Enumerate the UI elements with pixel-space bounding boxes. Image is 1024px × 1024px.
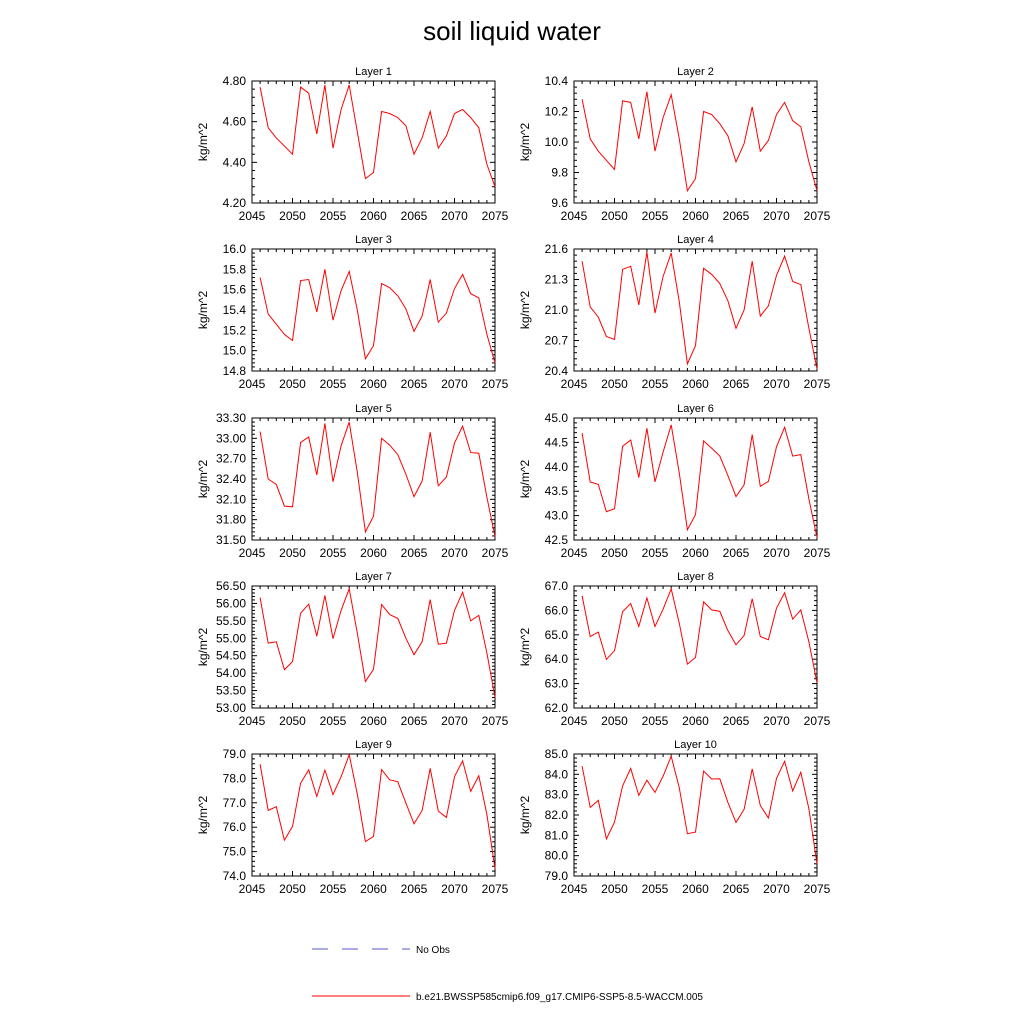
legend-obs-label: No Obs	[416, 945, 450, 956]
y-tick-label: 75.0	[222, 844, 246, 859]
y-tick-label: 15.8	[222, 262, 246, 277]
y-tick-label: 44.0	[544, 459, 568, 474]
y-tick-label: 21.0	[544, 303, 568, 317]
x-tick-label: 2065	[400, 377, 428, 391]
y-tick-label: 4.20	[222, 196, 246, 210]
x-tick-label: 2050	[279, 377, 306, 391]
y-tick-label: 56.00	[215, 596, 246, 611]
x-tick-label: 2055	[319, 882, 347, 896]
plot-frame	[574, 586, 817, 708]
x-tick-label: 2055	[641, 714, 669, 728]
y-tick-label: 32.40	[215, 472, 246, 486]
y-axis-label: kg/m^2	[196, 290, 210, 330]
y-tick-label: 53.00	[215, 701, 246, 715]
y-tick-label: 20.4	[544, 364, 568, 378]
x-tick-label: 2065	[400, 714, 428, 728]
x-tick-label: 2055	[319, 377, 347, 391]
y-tick-label: 64.0	[544, 652, 568, 667]
legend	[312, 945, 703, 1003]
x-tick-label: 2075	[803, 714, 831, 728]
x-tick-label: 2050	[279, 882, 306, 896]
chart-panel-3	[196, 234, 509, 391]
series-line-1	[582, 756, 817, 864]
x-tick-label: 2065	[722, 377, 750, 391]
panel-grid	[196, 66, 831, 896]
y-tick-label: 79.0	[222, 747, 246, 761]
x-tick-label: 2045	[560, 546, 588, 560]
x-tick-label: 2045	[238, 882, 266, 896]
series-line-1	[582, 589, 817, 683]
x-tick-label: 2050	[601, 882, 628, 896]
chart-panel-2	[518, 66, 831, 223]
series-line-1	[260, 755, 495, 869]
plot-frame	[574, 81, 817, 203]
chart-panel-10	[518, 739, 831, 896]
legend-model-label: b.e21.BWSSP585cmip6.f09_g17.CMIP6-SSP5-8.5-WACCM.005	[416, 992, 703, 1003]
panel-title: Layer 8	[677, 571, 714, 583]
x-tick-label: 2050	[601, 714, 628, 728]
x-tick-label: 2045	[238, 546, 266, 560]
series-line-1	[260, 422, 495, 537]
x-tick-label: 2050	[279, 209, 306, 223]
x-tick-label: 2070	[441, 209, 468, 223]
x-tick-label: 2075	[481, 546, 509, 560]
x-tick-label: 2045	[560, 209, 588, 223]
series-line-1	[260, 269, 495, 363]
x-tick-label: 2060	[360, 209, 387, 223]
y-tick-label: 4.60	[222, 114, 246, 129]
y-tick-label: 10.2	[544, 104, 568, 119]
x-tick-label: 2065	[400, 209, 428, 223]
panel-title: Layer 5	[355, 403, 392, 415]
y-tick-label: 54.50	[215, 648, 246, 663]
y-tick-label: 53.50	[215, 683, 246, 698]
x-tick-label: 2050	[601, 209, 628, 223]
y-tick-label: 45.0	[544, 411, 568, 425]
x-tick-label: 2045	[238, 209, 266, 223]
x-tick-label: 2060	[360, 882, 387, 896]
y-tick-label: 55.50	[215, 613, 246, 628]
x-tick-label: 2055	[641, 209, 669, 223]
y-tick-label: 54.00	[215, 666, 246, 681]
x-tick-label: 2065	[400, 882, 428, 896]
x-tick-label: 2065	[722, 546, 750, 560]
x-tick-label: 2065	[722, 882, 750, 896]
y-tick-label: 67.0	[544, 579, 568, 593]
x-tick-label: 2045	[560, 714, 588, 728]
series-line-1	[260, 85, 495, 187]
x-tick-label: 2060	[682, 377, 709, 391]
x-tick-label: 2060	[682, 882, 709, 896]
figure-title: soil liquid water	[423, 16, 601, 46]
y-tick-label: 66.0	[544, 603, 568, 618]
x-tick-label: 2075	[803, 882, 831, 896]
y-tick-label: 78.0	[222, 771, 246, 786]
x-tick-label: 2075	[803, 377, 831, 391]
y-tick-label: 82.0	[544, 808, 568, 822]
y-tick-label: 33.30	[215, 411, 246, 425]
y-tick-label: 21.6	[544, 242, 568, 256]
chart-panel-5	[196, 403, 509, 560]
x-tick-label: 2055	[641, 546, 669, 560]
x-tick-label: 2045	[560, 377, 588, 391]
x-tick-label: 2060	[682, 714, 709, 728]
x-tick-label: 2070	[763, 714, 790, 728]
x-tick-label: 2075	[481, 882, 509, 896]
y-axis-label: kg/m^2	[518, 627, 532, 667]
y-tick-label: 15.0	[222, 343, 246, 358]
y-tick-label: 32.70	[215, 451, 246, 466]
x-tick-label: 2060	[360, 714, 387, 728]
chart-panel-4	[518, 234, 831, 391]
panel-title: Layer 4	[677, 234, 714, 246]
plot-frame	[252, 754, 495, 876]
x-tick-label: 2065	[400, 546, 428, 560]
y-axis-label: kg/m^2	[518, 122, 532, 162]
panel-title: Layer 6	[677, 403, 714, 415]
y-tick-label: 9.6	[551, 196, 568, 210]
y-tick-label: 76.0	[222, 820, 246, 835]
y-tick-label: 42.5	[544, 533, 568, 547]
chart-panel-7	[196, 571, 509, 728]
x-tick-label: 2055	[319, 714, 347, 728]
x-tick-label: 2060	[682, 209, 709, 223]
x-tick-label: 2055	[641, 882, 669, 896]
y-tick-label: 15.4	[222, 303, 246, 317]
x-tick-label: 2045	[238, 377, 266, 391]
x-tick-label: 2045	[560, 882, 588, 896]
panel-title: Layer 2	[677, 66, 714, 78]
y-tick-label: 33.00	[215, 431, 246, 446]
y-tick-label: 21.3	[544, 272, 568, 287]
y-tick-label: 80.0	[544, 848, 568, 863]
y-tick-label: 63.0	[544, 676, 568, 691]
x-tick-label: 2050	[279, 714, 306, 728]
y-tick-label: 32.10	[215, 492, 246, 507]
x-tick-label: 2070	[441, 882, 468, 896]
y-tick-label: 15.6	[222, 282, 246, 297]
panel-title: Layer 1	[355, 66, 392, 78]
x-tick-label: 2070	[763, 882, 790, 896]
x-tick-label: 2055	[319, 209, 347, 223]
y-tick-label: 14.8	[222, 364, 246, 378]
series-line-1	[582, 252, 817, 369]
y-tick-label: 83.0	[544, 787, 568, 802]
y-tick-label: 9.8	[551, 165, 568, 180]
x-tick-label: 2060	[682, 546, 709, 560]
y-tick-label: 62.0	[544, 701, 568, 715]
plot-frame	[574, 249, 817, 371]
y-tick-label: 20.7	[544, 333, 568, 348]
y-tick-label: 16.0	[222, 242, 246, 256]
plot-frame	[252, 586, 495, 708]
y-tick-label: 77.0	[222, 795, 246, 810]
x-tick-label: 2050	[279, 546, 306, 560]
chart-panel-9	[196, 739, 509, 896]
y-tick-label: 31.50	[215, 533, 246, 547]
x-tick-label: 2050	[601, 546, 628, 560]
x-tick-label: 2075	[803, 546, 831, 560]
y-axis-label: kg/m^2	[196, 795, 210, 835]
y-tick-label: 44.5	[544, 435, 568, 450]
panel-title: Layer 9	[355, 739, 392, 751]
y-tick-label: 10.4	[544, 74, 568, 88]
y-tick-label: 74.0	[222, 869, 246, 883]
y-tick-label: 84.0	[544, 767, 568, 782]
plot-frame	[252, 418, 495, 540]
x-tick-label: 2075	[481, 377, 509, 391]
y-tick-label: 43.0	[544, 508, 568, 523]
plot-frame	[574, 754, 817, 876]
panel-title: Layer 3	[355, 234, 392, 246]
x-tick-label: 2055	[641, 377, 669, 391]
y-tick-label: 79.0	[544, 869, 568, 883]
y-axis-label: kg/m^2	[518, 290, 532, 330]
x-tick-label: 2070	[763, 546, 790, 560]
chart-panel-6	[518, 403, 831, 560]
x-tick-label: 2075	[481, 209, 509, 223]
y-axis-label: kg/m^2	[196, 627, 210, 667]
y-tick-label: 43.5	[544, 484, 568, 499]
y-tick-label: 31.80	[215, 512, 246, 527]
y-axis-label: kg/m^2	[518, 459, 532, 499]
x-tick-label: 2075	[803, 209, 831, 223]
y-tick-label: 4.80	[222, 74, 246, 88]
x-tick-label: 2070	[441, 714, 468, 728]
series-line-1	[260, 589, 495, 698]
y-tick-label: 81.0	[544, 828, 568, 843]
y-tick-label: 55.00	[215, 631, 246, 646]
plot-frame	[252, 81, 495, 203]
y-tick-label: 10.0	[544, 135, 568, 149]
x-tick-label: 2065	[722, 714, 750, 728]
y-tick-label: 65.0	[544, 627, 568, 642]
x-tick-label: 2065	[722, 209, 750, 223]
x-tick-label: 2060	[360, 377, 387, 391]
plot-frame	[252, 249, 495, 371]
x-tick-label: 2050	[601, 377, 628, 391]
chart-panel-1	[196, 66, 509, 223]
y-tick-label: 4.40	[222, 155, 246, 170]
x-tick-label: 2060	[360, 546, 387, 560]
x-tick-label: 2070	[763, 209, 790, 223]
panel-title: Layer 10	[674, 739, 717, 751]
x-tick-label: 2070	[763, 377, 790, 391]
series-line-1	[582, 92, 817, 191]
x-tick-label: 2070	[441, 546, 468, 560]
series-line-1	[582, 425, 817, 538]
y-axis-label: kg/m^2	[196, 459, 210, 499]
x-tick-label: 2070	[441, 377, 468, 391]
y-tick-label: 85.0	[544, 747, 568, 761]
y-axis-label: kg/m^2	[196, 122, 210, 162]
x-tick-label: 2055	[319, 546, 347, 560]
chart-panel-8	[518, 571, 831, 728]
x-tick-label: 2075	[481, 714, 509, 728]
y-tick-label: 15.2	[222, 323, 246, 338]
y-tick-label: 56.50	[215, 579, 246, 593]
x-tick-label: 2045	[238, 714, 266, 728]
panel-title: Layer 7	[355, 571, 392, 583]
y-axis-label: kg/m^2	[518, 795, 532, 835]
